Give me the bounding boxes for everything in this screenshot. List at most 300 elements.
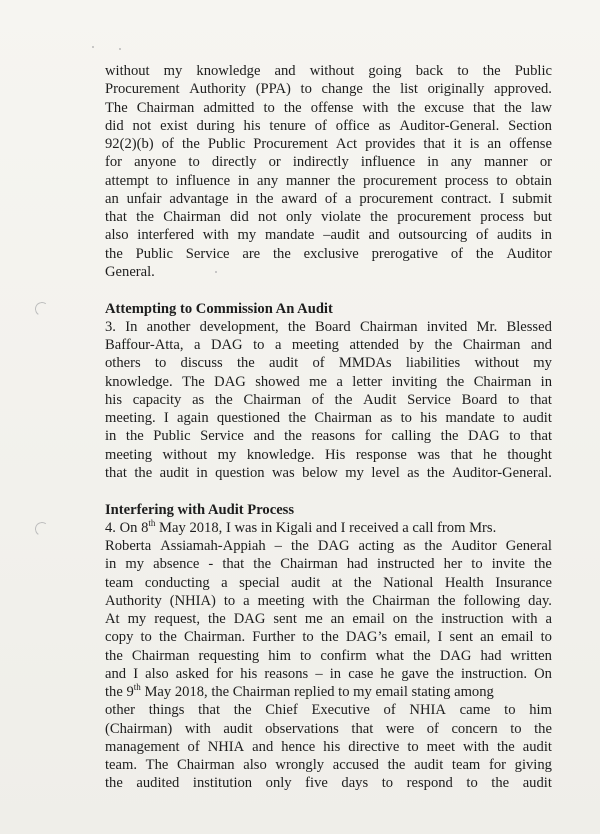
line-word: hence	[281, 738, 316, 755]
line-word: my	[127, 611, 147, 627]
paragraph-line	[105, 519, 552, 537]
line-word: showed	[255, 373, 300, 390]
line-word: Chairman	[473, 373, 532, 390]
line-word: an	[330, 611, 345, 627]
line-word: Board	[315, 318, 351, 335]
paragraph-line	[105, 665, 552, 683]
line-word: the	[397, 99, 416, 116]
line-word: exclusive	[303, 245, 359, 262]
paragraph-line	[105, 647, 552, 665]
line-word: team	[451, 757, 481, 773]
line-word: observations	[265, 720, 339, 737]
line-word: following	[463, 592, 521, 609]
line-word: Auditor-General.	[399, 117, 500, 134]
line-word: His	[325, 446, 346, 463]
line-word: (Chairman)	[105, 720, 173, 737]
line-word: development,	[199, 318, 279, 335]
line-word: to	[223, 592, 236, 609]
line-word: written	[510, 647, 552, 664]
line-word: did	[230, 209, 249, 225]
line-word: list	[400, 81, 418, 98]
line-word: NHIA	[207, 738, 245, 755]
line-word: to	[504, 702, 516, 719]
line-word: for	[488, 757, 506, 773]
line-word: of	[450, 245, 464, 262]
line-word: any	[257, 172, 279, 189]
line-word: audit	[223, 720, 253, 737]
line-word: Insurance	[495, 574, 552, 591]
line-word: Chairman	[243, 391, 302, 408]
line-word: meeting	[291, 337, 339, 353]
line-word: Chairman.	[183, 629, 246, 646]
line-word: that	[105, 464, 127, 481]
line-word: to	[510, 720, 522, 737]
line-word: to	[507, 391, 520, 408]
line-word: to	[466, 775, 478, 792]
line-word: Chief	[265, 702, 298, 719]
line-word: that	[423, 136, 446, 152]
line-word: in	[540, 227, 552, 244]
line-word: I	[499, 190, 505, 207]
line-word: my	[125, 556, 145, 573]
line-word: the	[424, 538, 443, 554]
line-word: award	[281, 190, 318, 207]
line-word: the	[482, 63, 501, 79]
line-word: instructed	[376, 556, 435, 573]
line-word: a	[274, 337, 282, 353]
line-word: also	[105, 227, 129, 244]
line-word: influence	[175, 172, 231, 189]
line-word: had	[346, 556, 368, 573]
line-word: my	[345, 464, 364, 481]
line-word: with	[511, 611, 538, 627]
line-word: the	[412, 647, 431, 664]
paragraph-line	[105, 555, 552, 573]
line-word: Board	[461, 391, 498, 408]
line-word: without	[105, 63, 150, 79]
line-word: below	[302, 464, 338, 481]
punch-hole-mark	[34, 301, 50, 317]
ordinal-suffix: th	[148, 517, 156, 528]
line-word: the	[320, 629, 339, 646]
line-word: he	[483, 446, 497, 463]
line-word: a	[221, 574, 228, 591]
line-word: copy	[105, 629, 134, 646]
paragraph-line	[105, 99, 552, 117]
line-word: five	[305, 775, 328, 792]
line-word: audit	[414, 757, 444, 773]
line-word: but	[533, 209, 552, 225]
line-word: to	[457, 63, 469, 79]
line-text: 4. On 8th May 2018, I was in Kigali and I received a call from Mrs.	[105, 517, 497, 536]
line-word: to	[188, 154, 200, 171]
paragraph-line	[105, 245, 552, 263]
line-word: the	[181, 136, 200, 152]
line-word: the	[287, 318, 306, 335]
line-word: meeting	[105, 446, 153, 463]
line-word: concern	[451, 720, 498, 737]
line-word: his	[240, 665, 258, 682]
line-word: his	[420, 410, 438, 426]
line-word: indirectly	[292, 154, 349, 171]
line-word: I	[437, 629, 443, 646]
line-word: again	[177, 410, 209, 426]
line-word: attempt	[105, 172, 149, 189]
line-word: (NHIA)	[169, 592, 216, 609]
line-word: audit	[522, 775, 552, 792]
line-word: instruction	[441, 611, 504, 627]
line-word: with	[184, 720, 211, 737]
line-word: the	[253, 556, 272, 573]
line-word: Public	[135, 245, 173, 262]
line-word: unfair	[126, 190, 162, 207]
line-word: only	[265, 775, 292, 792]
line-word: manner	[285, 172, 330, 189]
paragraph-line	[105, 263, 552, 281]
line-word: any	[450, 154, 472, 171]
line-word: MMDAs	[338, 355, 392, 372]
line-word: at	[331, 574, 343, 591]
paragraph-line	[105, 117, 552, 135]
line-word: acting	[358, 538, 395, 554]
paragraph-line	[105, 62, 552, 80]
line-word: to	[302, 629, 314, 646]
line-word: special	[239, 574, 280, 591]
line-word: Chairman	[177, 757, 235, 773]
line-word: to	[381, 775, 394, 792]
line-word: the	[440, 428, 459, 445]
line-word: process	[444, 172, 489, 189]
line-word: Chairman	[314, 410, 372, 426]
line-word: absence	[153, 556, 200, 573]
line-word: the	[496, 738, 515, 755]
line-word: of	[161, 136, 174, 152]
line-word: of	[426, 720, 439, 737]
line-word: of	[314, 117, 327, 134]
line-word: tenure	[269, 117, 306, 134]
paragraph-line	[105, 318, 552, 336]
line-word: back	[415, 63, 444, 79]
line-word: the	[134, 464, 153, 481]
line-word: the	[434, 337, 453, 353]
line-word: on	[392, 611, 408, 627]
line-word: of	[383, 702, 396, 719]
line-word: questioned	[216, 410, 281, 426]
line-word: Chairman	[359, 318, 418, 335]
line-word: were	[385, 720, 415, 737]
line-word: as	[380, 410, 393, 426]
line-word: knowledge.	[105, 373, 173, 390]
line-word: Baffour-Atta,	[105, 337, 184, 353]
line-word: a	[545, 611, 552, 627]
paragraph-line	[105, 391, 552, 409]
line-word: to	[496, 172, 508, 189]
line-word: of	[324, 190, 338, 207]
line-word: email	[352, 611, 385, 627]
line-word: with	[362, 99, 389, 116]
line-word: the	[346, 592, 365, 609]
line-word: accused	[332, 757, 379, 773]
line-word: to	[253, 337, 265, 353]
line-word: that	[351, 720, 374, 737]
paragraph-line	[105, 190, 552, 208]
line-word: General	[505, 538, 552, 554]
line-word: level	[371, 464, 400, 481]
line-word: Act	[335, 136, 357, 152]
line-word: Blessed	[506, 318, 552, 335]
line-word: was	[272, 464, 295, 481]
line-word: an	[480, 629, 494, 646]
line-word: law	[530, 99, 552, 116]
line-word: of	[311, 391, 324, 408]
paragraph-line	[105, 774, 552, 792]
line-word: meeting	[257, 592, 305, 609]
line-word: audit	[522, 738, 552, 755]
line-word: interfered	[137, 227, 195, 244]
line-word: as	[192, 391, 205, 408]
line-word: my	[163, 63, 183, 79]
line-word: of	[187, 738, 200, 755]
line-word: obtain	[515, 172, 552, 189]
line-word: the	[207, 611, 226, 627]
line-word: to	[299, 647, 312, 664]
line-word: my	[217, 446, 237, 463]
line-word: -	[208, 556, 214, 573]
line-word: Procurement	[105, 81, 180, 98]
line-word: –	[274, 538, 282, 554]
line-word: are	[242, 245, 261, 262]
line-word: the	[255, 190, 274, 207]
line-word: that	[473, 99, 495, 116]
line-word: management	[105, 738, 180, 755]
paragraph-line	[105, 574, 552, 592]
section-heading-audit-process: Interfering with Audit Process	[105, 501, 295, 518]
line-word: or	[539, 154, 552, 171]
line-word: contract.	[440, 190, 492, 207]
paragraph-line	[105, 409, 552, 427]
line-word: mandate	[445, 410, 495, 426]
line-word: Auditor-General.	[452, 464, 552, 481]
line-word: reasons	[264, 665, 309, 682]
paragraph-audit-process-cont	[105, 701, 552, 792]
line-word: team	[105, 574, 134, 591]
line-word: the	[415, 611, 434, 627]
line-word: to	[503, 410, 515, 426]
line-word: Authority	[105, 592, 162, 609]
line-word: liabilities	[405, 355, 461, 372]
paragraph-line	[105, 683, 552, 701]
line-word: Auditor	[506, 245, 552, 262]
line-word: and	[274, 63, 296, 79]
line-word: At	[105, 611, 120, 627]
line-word: also	[243, 757, 267, 773]
line-word: to	[509, 428, 521, 445]
line-word: an	[105, 190, 119, 207]
line-word: in	[329, 665, 342, 682]
line-word: the	[534, 556, 552, 573]
line-word: the	[105, 647, 123, 664]
line-word: audit	[522, 410, 552, 426]
line-word: and	[105, 665, 127, 682]
line-word: not	[258, 209, 277, 225]
line-word: respond	[406, 775, 453, 792]
paragraph-commission-audit	[105, 318, 552, 482]
line-word: Chairman	[372, 592, 430, 609]
line-word: letter	[352, 373, 383, 390]
line-word: inviting	[391, 373, 438, 390]
line-word: DAG	[210, 337, 243, 353]
line-word: Public	[514, 63, 552, 79]
paragraph-line	[105, 628, 552, 646]
line-word: attended	[349, 337, 399, 353]
scan-speck	[92, 46, 94, 48]
line-word: the	[290, 538, 309, 554]
paragraph-line	[105, 226, 552, 244]
line-word: me	[309, 373, 328, 390]
line-word: other	[105, 702, 135, 719]
line-word: of	[312, 355, 325, 372]
line-word: Service	[407, 391, 451, 408]
line-word: others	[105, 355, 141, 372]
line-word: admitted	[203, 99, 255, 116]
line-word: meeting.	[105, 410, 156, 426]
paragraph-audit-process	[105, 537, 552, 683]
line-word: NHIA	[409, 702, 446, 719]
line-word: with	[312, 592, 339, 609]
line-word: days	[341, 775, 369, 792]
line-word: to	[140, 629, 152, 646]
line-word: outsourcing	[398, 227, 468, 244]
line-word: it	[453, 136, 462, 152]
line-word: procurement	[359, 190, 434, 207]
line-word: –audit	[323, 227, 360, 244]
line-word: National	[383, 574, 434, 591]
line-word: Service	[200, 428, 244, 445]
paragraph-line	[105, 756, 552, 774]
line-word: the	[534, 720, 552, 737]
line-word: offense	[509, 136, 552, 152]
line-word: case	[348, 665, 374, 682]
line-word: The	[105, 99, 128, 116]
line-word: in	[540, 373, 552, 390]
line-word: process	[480, 209, 525, 225]
line-word: with	[202, 227, 229, 244]
line-word: for	[216, 665, 234, 682]
line-word: the	[334, 391, 353, 408]
line-word: Roberta	[105, 538, 152, 554]
line-word: a	[336, 373, 343, 390]
paragraph-line	[105, 738, 552, 756]
line-word: as	[403, 538, 416, 554]
line-word: directly	[211, 154, 257, 171]
line-word: calling	[391, 428, 432, 445]
line-word: Section	[508, 117, 552, 134]
paragraph-line	[105, 172, 552, 190]
line-word: office	[335, 117, 370, 134]
line-word: to	[154, 355, 167, 372]
line-word: as	[407, 464, 420, 481]
line-word: that	[198, 702, 221, 719]
paragraph-line	[105, 610, 552, 628]
line-word: without	[309, 63, 355, 79]
line-word: knowledge.	[246, 446, 315, 463]
line-word: with	[463, 738, 489, 755]
line-word: the	[337, 172, 356, 189]
line-word: without	[474, 355, 520, 372]
line-word: was	[417, 446, 441, 463]
line-word: asked	[175, 665, 210, 682]
line-word: that	[222, 556, 245, 573]
line-word: Procurement	[253, 136, 328, 152]
line-word: an	[487, 136, 502, 152]
line-word: I	[133, 665, 139, 682]
line-word: mandate	[264, 227, 315, 244]
line-word: audit	[269, 355, 299, 372]
line-word: to	[471, 556, 483, 573]
line-word: General.	[105, 263, 155, 280]
line-word: and	[252, 738, 274, 755]
line-word: invite	[491, 556, 525, 573]
line-word: the	[214, 391, 233, 408]
line-word: I	[163, 410, 169, 426]
line-word: as	[378, 117, 391, 134]
line-word: approved.	[494, 81, 552, 98]
line-word: for	[105, 154, 123, 171]
line-word: that	[530, 428, 552, 445]
line-word: my	[533, 355, 552, 372]
line-word: the	[233, 702, 252, 719]
line-word: sent	[449, 629, 474, 646]
punch-hole-mark	[34, 521, 50, 537]
line-word: in	[105, 428, 117, 445]
line-word: the	[158, 629, 177, 646]
line-word: her	[443, 556, 463, 573]
line-word: –	[315, 665, 323, 682]
line-word: Chairman	[462, 337, 521, 353]
line-word: the	[105, 775, 123, 792]
line-word: instruction.	[460, 665, 528, 682]
line-word: him	[268, 647, 291, 664]
line-word: for	[364, 428, 382, 445]
line-word: giving	[514, 757, 552, 773]
line-word: The	[182, 373, 205, 390]
line-word: in	[237, 172, 250, 189]
section-heading-commission-audit: Attempting to Commission An Audit	[105, 300, 333, 317]
line-word: a	[193, 337, 201, 353]
line-word: the	[503, 99, 522, 116]
ordinal-suffix: th	[133, 682, 141, 693]
line-word: the	[370, 209, 388, 225]
paragraph-line	[105, 354, 552, 372]
line-word: invited	[426, 318, 468, 335]
line-word: The	[145, 757, 169, 773]
line-word: Health	[444, 574, 484, 591]
line-word: change	[321, 81, 363, 98]
line-word: only	[285, 209, 312, 225]
line-word: In	[125, 318, 138, 335]
line-word: procurement	[397, 209, 471, 225]
line-word: DAG	[233, 611, 266, 627]
line-word: in	[236, 190, 248, 207]
line-word: the	[446, 373, 465, 390]
paragraph-line	[105, 720, 552, 738]
line-word: Chairman	[131, 647, 190, 664]
line-word: the	[136, 209, 154, 225]
line-word: and	[530, 337, 552, 353]
line-word: gave	[401, 665, 429, 682]
line-word: what	[375, 647, 404, 664]
line-word: the	[437, 592, 456, 609]
